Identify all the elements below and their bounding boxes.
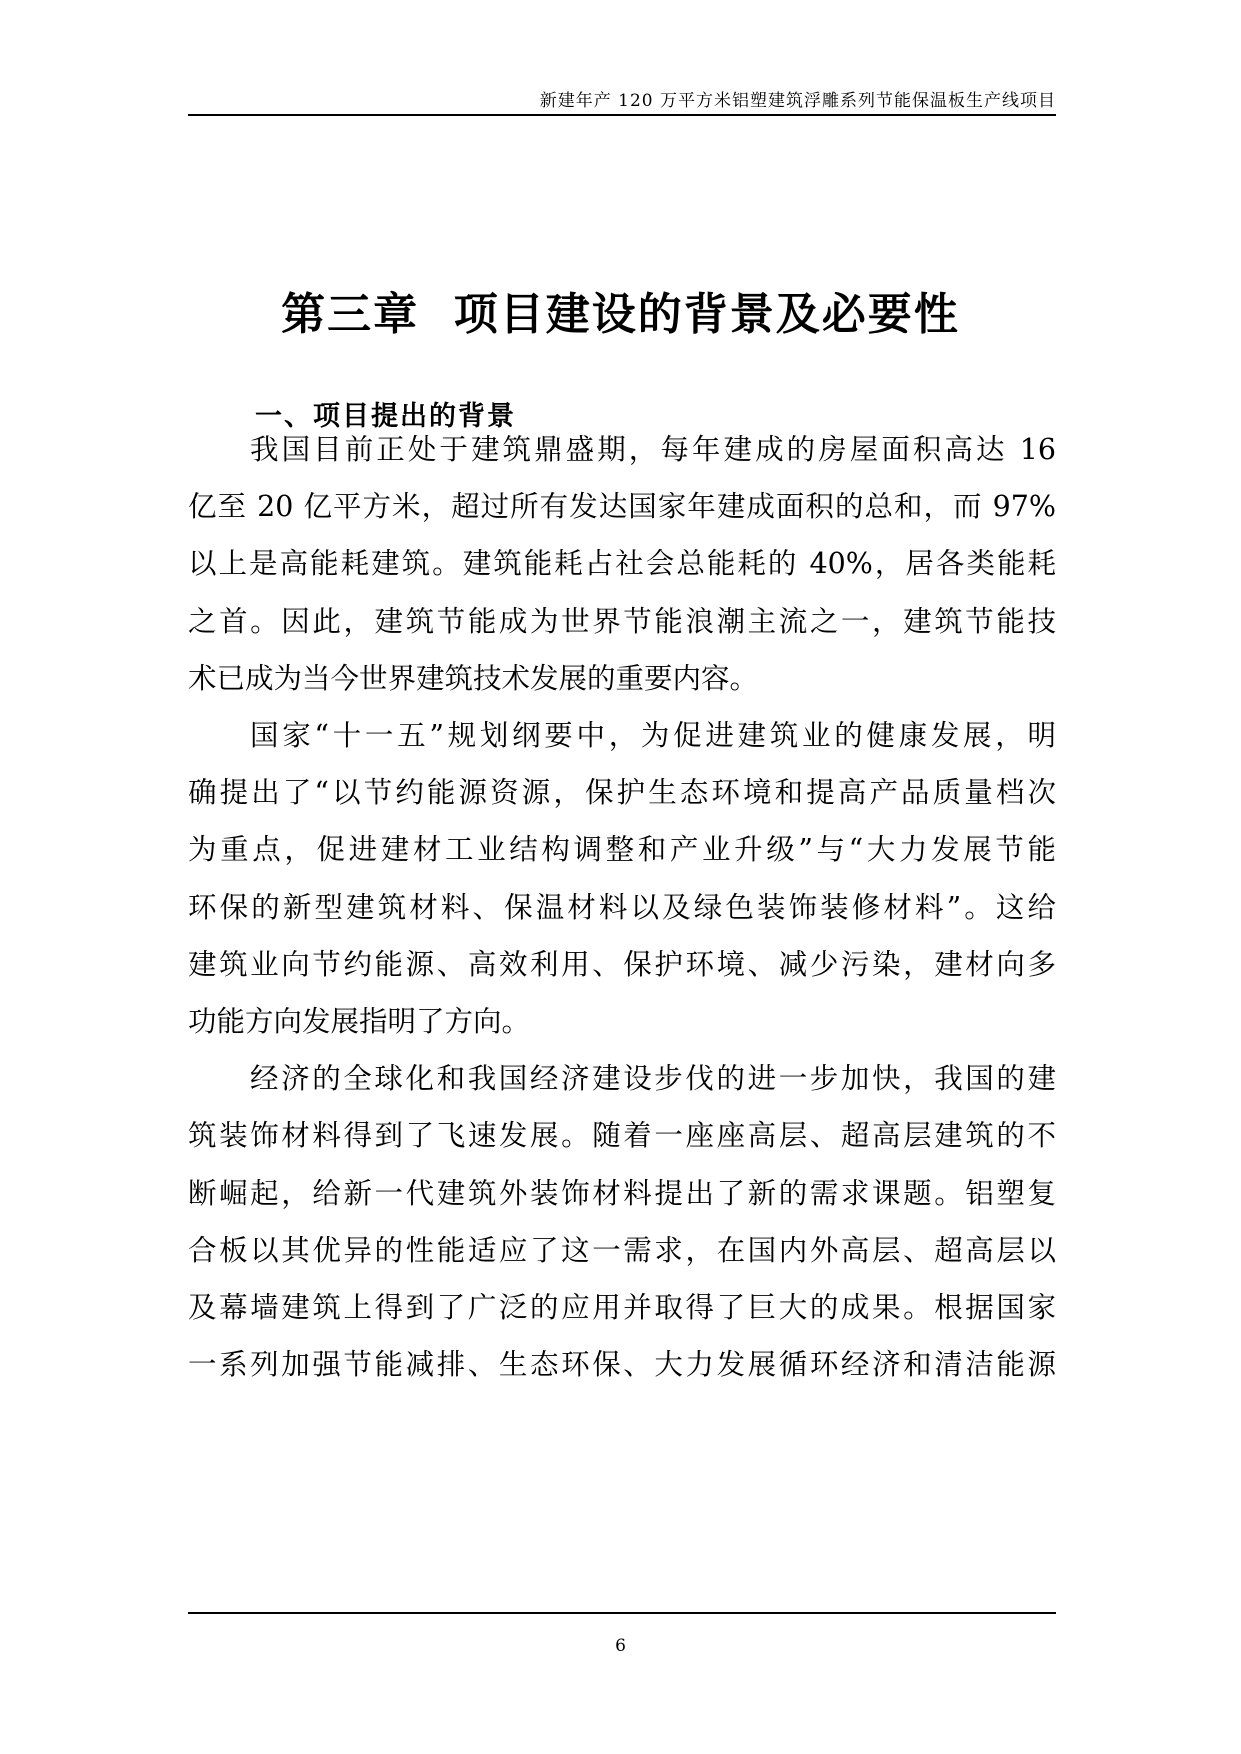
paragraph-line: 我国目前正处于建筑鼎盛期，每年建成的房屋面积高达 16 (250, 433, 1056, 466)
paragraph-line: 经济的全球化和我国经济建设步伐的进一步加快，我国的建 (250, 1062, 1056, 1095)
header-title: 新建年产 120 万平方米铝塑建筑浮雕系列节能保温板生产线项目 (539, 91, 1056, 111)
paragraph-line: 亿至 20 亿平方米，超过所有发达国家年建成面积的总和，而 97% (188, 490, 1056, 523)
footer-rule (188, 1612, 1056, 1614)
header-rule (188, 114, 1056, 116)
paragraph-line: 之首。因此，建筑节能成为世界节能浪潮主流之一，建筑节能技 (188, 605, 1056, 638)
paragraph-line: 合板以其优异的性能适应了这一需求，在国内外高层、超高层以 (188, 1234, 1056, 1267)
page-number: 6 (615, 1636, 626, 1656)
paragraph-line: 筑装饰材料得到了飞速发展。随着一座座高层、超高层建筑的不 (188, 1119, 1056, 1152)
section-heading: 一、项目提出的背景 (255, 401, 516, 432)
paragraph-line: 环保的新型建筑材料、保温材料以及绿色装饰装修材料”。这给 (188, 891, 1056, 924)
paragraph-line: 及幕墙建筑上得到了广泛的应用并取得了巨大的成果。根据国家 (188, 1291, 1056, 1324)
paragraph-line: 术已成为当今世界建筑技术发展的重要内容。 (188, 662, 759, 695)
paragraph-line: 以上是高能耗建筑。建筑能耗占社会总能耗的 40%，居各类能耗 (188, 547, 1056, 580)
paragraph-line: 建筑业向节约能源、高效利用、保护环境、减少污染，建材向多 (188, 948, 1056, 981)
paragraph-line: 断崛起，给新一代建筑外装饰材料提出了新的需求课题。铝塑复 (188, 1177, 1056, 1210)
chapter-title: 第三章 项目建设的背景及必要性 (281, 289, 960, 340)
paragraph-line: 为重点，促进建材工业结构调整和产业升级”与“大力发展节能 (188, 833, 1056, 866)
paragraph-line: 确提出了“以节约能源资源，保护生态环境和提高产品质量档次 (188, 776, 1056, 809)
paragraph-line: 一系列加强节能减排、生态环保、大力发展循环经济和清洁能源 (188, 1348, 1056, 1381)
paragraph-line: 国家“十一五”规划纲要中，为促进建筑业的健康发展，明 (250, 719, 1056, 752)
paragraph-line: 功能方向发展指明了方向。 (188, 1005, 531, 1038)
